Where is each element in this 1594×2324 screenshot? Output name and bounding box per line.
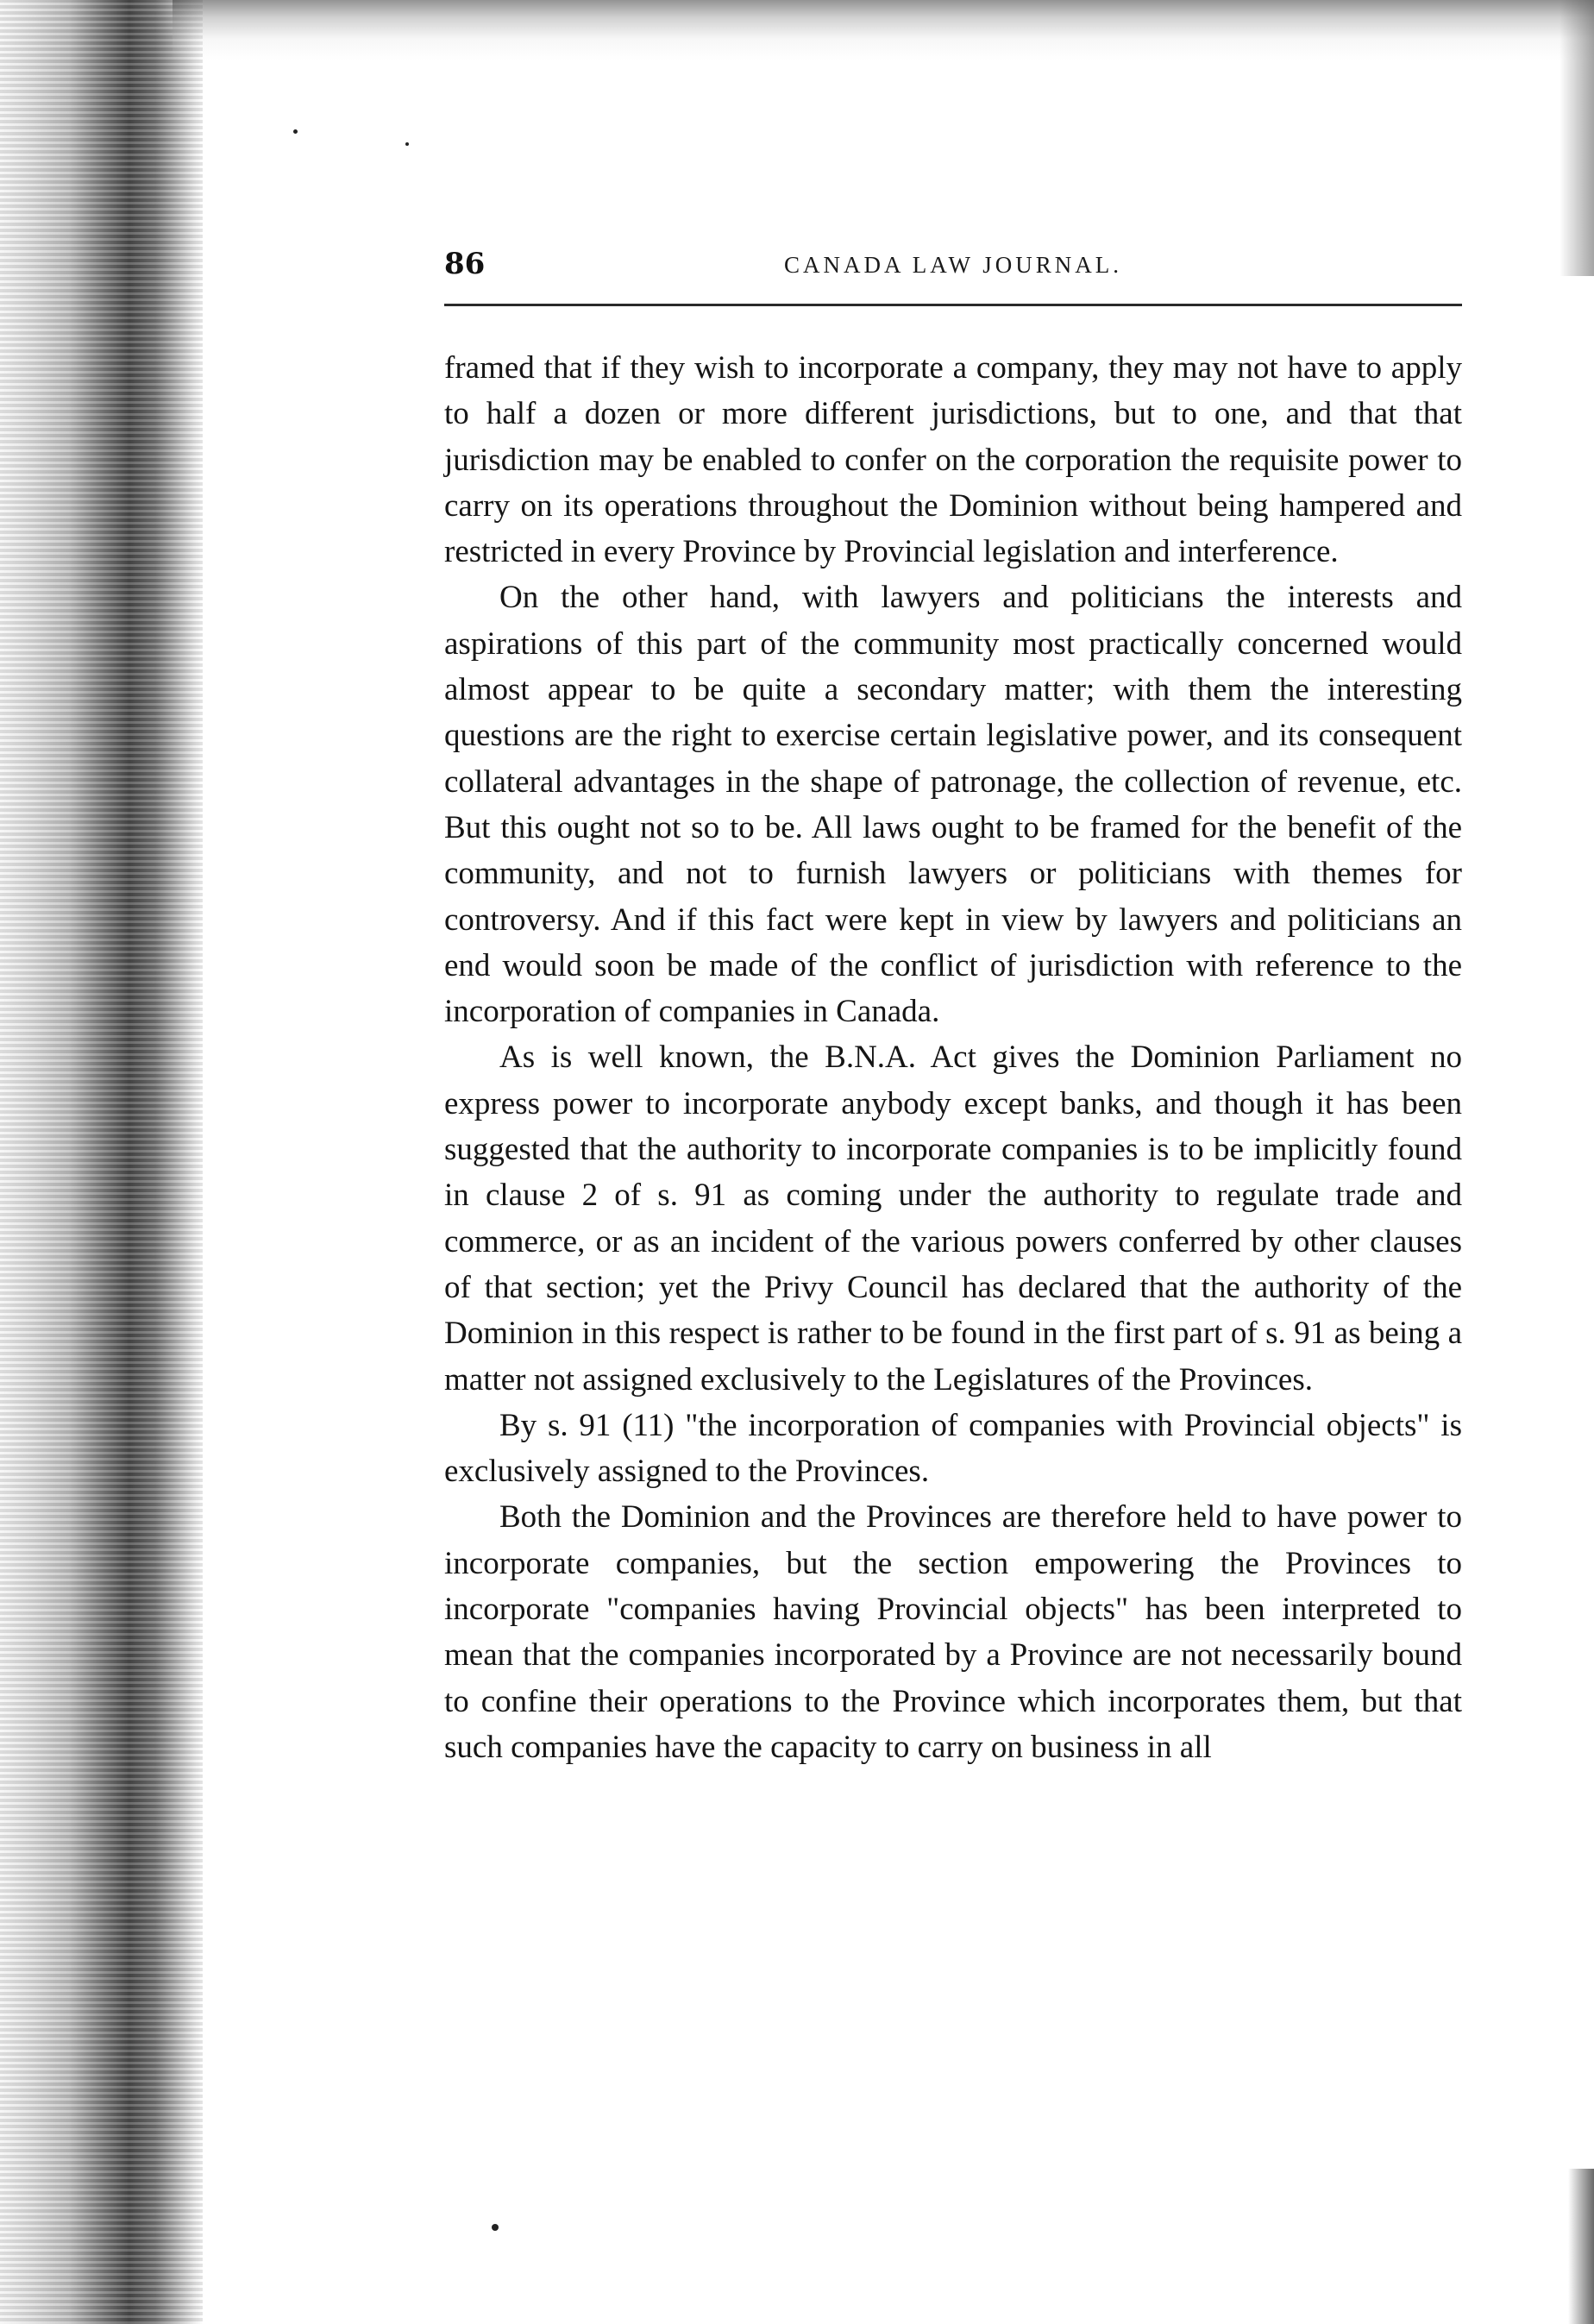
scan-right-edge-shadow (1559, 0, 1594, 276)
paragraph-continued: framed that if they wish to incorporate a company, they may not have to apply to half a dozen or more different jurisdictions, but to one, and that that jurisdiction may be enabled to confer on the corporation the requisite power to carry on its operations throughout the Dominion without being hampered and restricted in every Province by Provincial legislation and interference. (444, 350, 1462, 570)
scan-speck (293, 129, 298, 134)
scan-speck (492, 2224, 499, 2231)
header-rule (444, 304, 1462, 306)
paragraph: On the other hand, with lawyers and politicians the interests and aspirations of this part of the community most practically concerned would almost appear to be quite a secondary matter; with them the interesting questions are the right to exercise certain legislative power, and its consequent collateral advantages in the shape of patronage, the collection of revenue, etc. But this ought not so to be. All laws ought to be framed for the benefit of the community, and not to furnish lawyers or politicians with themes for controversy. And if this fact were kept in view by lawyers and politicians an end would soon be made of the conflict of jurisdiction with reference to the incorporation of companies in Canada. (444, 580, 1462, 1030)
scan-gutter-texture (0, 0, 203, 2324)
page-number: 86 (444, 247, 486, 281)
article-body (444, 345, 1462, 1770)
paragraph: Both the Dominion and the Provinces are therefore held to have power to incorporate companies, but the section empowering the Provinces to incorporate "companies having Provincial objects" has been interpreted to mean that the companies incorporated by a Province are not necessarily bound to confine their operations to the Province which incorporates them, but that such companies have the capacity to carry on business in all (444, 1499, 1462, 1765)
scan-speck (405, 142, 409, 146)
paragraph: By s. 91 (11) "the incorporation of companies with Provincial objects" is exclusively assigned to the Provinces. (444, 1407, 1462, 1490)
running-header (444, 242, 1462, 293)
journal-title: CANADA LAW JOURNAL. (783, 252, 1123, 278)
paragraph: As is well known, the B.N.A. Act gives the Dominion Parliament no express power to incorporate anybody except banks, and though it has been suggested that the authority to incorporate companies is to be implicitly found in clause 2 of s. 91 as coming under the authority to regulate trade and commerce, or as an incident of the various powers conferred by other clauses of that section; yet the Privy Council has declared that the authority of the Dominion in this respect is rather to be found in the first part of s. 91 as being a matter not assigned exclusively to the Legislatures of the Provinces. (444, 1040, 1462, 1398)
scan-top-shadow (173, 0, 1594, 60)
scan-right-edge-bottom-shadow (1568, 2169, 1594, 2324)
